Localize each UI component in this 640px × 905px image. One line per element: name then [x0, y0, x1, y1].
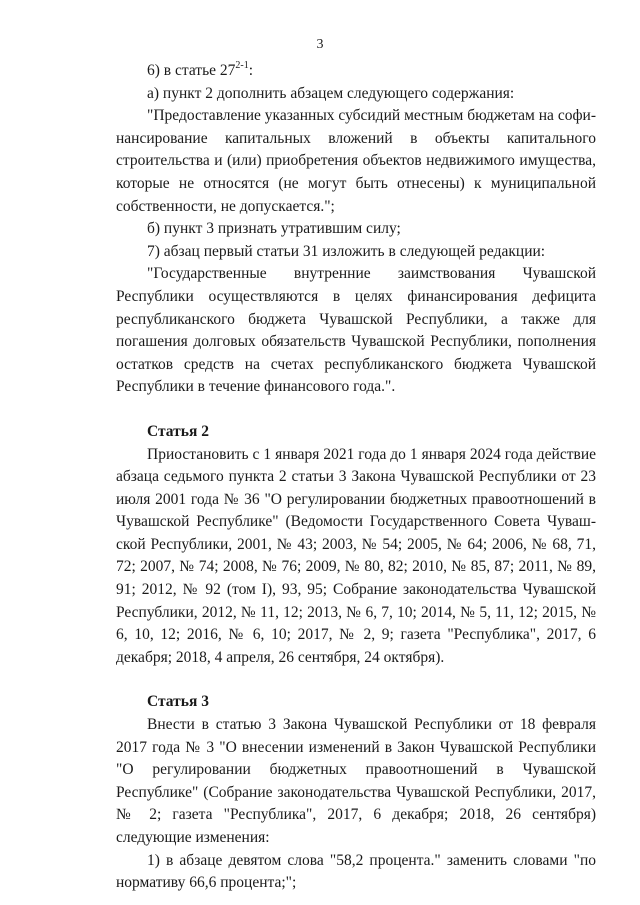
item-6-prefix: 6) в статье 27 [147, 62, 236, 79]
item-6-heading [116, 60, 596, 83]
item-6a-quote: "Предоставление указанных субсидий местным бюджетам на софинансирование капитальных вложений в объекты капитального строительства и (или) приобретения объектов недвижимого имущества, которые не относятся (не могут быть отнесены) к муниципальной собственности, не допускается."; [116, 107, 596, 215]
article-3-item-1: 1) в абзаце девятом слова "58,2 процента." заменить словами "по нормативу 66,6 процента;"; [116, 851, 596, 892]
document-body [116, 60, 596, 895]
item-7: 7) абзац первый статьи 31 изложить в следующей редакции: [147, 242, 546, 260]
article-3-title: Статья 3 [147, 693, 209, 711]
article-2-title: Статья 2 [147, 422, 209, 440]
spacer [116, 399, 596, 421]
spacer [116, 669, 596, 691]
article-2-text: Приостановить с 1 января 2021 года до 1 января 2024 года действие абзаца седьмого пункта 2 статьи 3 Закона Чувашской Республики от 23 июля 2001 года № 36 "О регулировании бюджетных правоотношений в Чувашской Республике" (Ведомости Государственного Совета Чувашской Республики, 2001, № 43; 2003, № 54; 2005, № 64; 2006, № 68, 71, 72; 2007, № 74; 2008, № 76; 2009, № 80, 82; 2010, № 85, 87; 2011, № 89, 91; 2012, № 92 (том I), 93, 95; Собрание законодательства Чувашской Республики, 2012, № 11, 12; 2013, № 6, 7, 10; 2014, № 5, 11, 12; 2015, № 6, 10, 12; 2016, № 6, 10; 2017, № 2, 9; газета "Республика", 2017, 6 декабря; 2018, 4 апреля, 26 сентября, 24 октября). [116, 445, 596, 666]
article-3-text: Внести в статью 3 Закона Чувашской Республики от 18 февраля 2017 года № 3 "О внесении изменений в Закон Чувашской Республики "О регулировании бюджетных правоотношений в Чувашской Республике" (Собрание законодательства Чувашской Республики, 2017, № 2; газета "Республика", 2017, 6 декабря; 2018, 26 сентября) следующие изменения: [116, 716, 596, 846]
page-number: 3 [316, 37, 324, 52]
item-7-quote: "Государственные внутренние заимствования Чувашской Республики осуществляются в целях финансирования дефицита республиканского бюджета Чувашской Республики, а также для погашения долговых обязательств Чувашской Республики, пополнения остатков средств на счетах республиканского бюджета Чувашской Республики в течение финансового года.". [116, 265, 596, 396]
item-6a: а) пункт 2 дополнить абзацем следующего содержания: [147, 84, 515, 102]
item-6-suffix: : [248, 62, 254, 79]
item-6b: б) пункт 3 признать утратившим силу; [147, 220, 401, 238]
item-6-superscript: 2-1 [235, 59, 249, 71]
